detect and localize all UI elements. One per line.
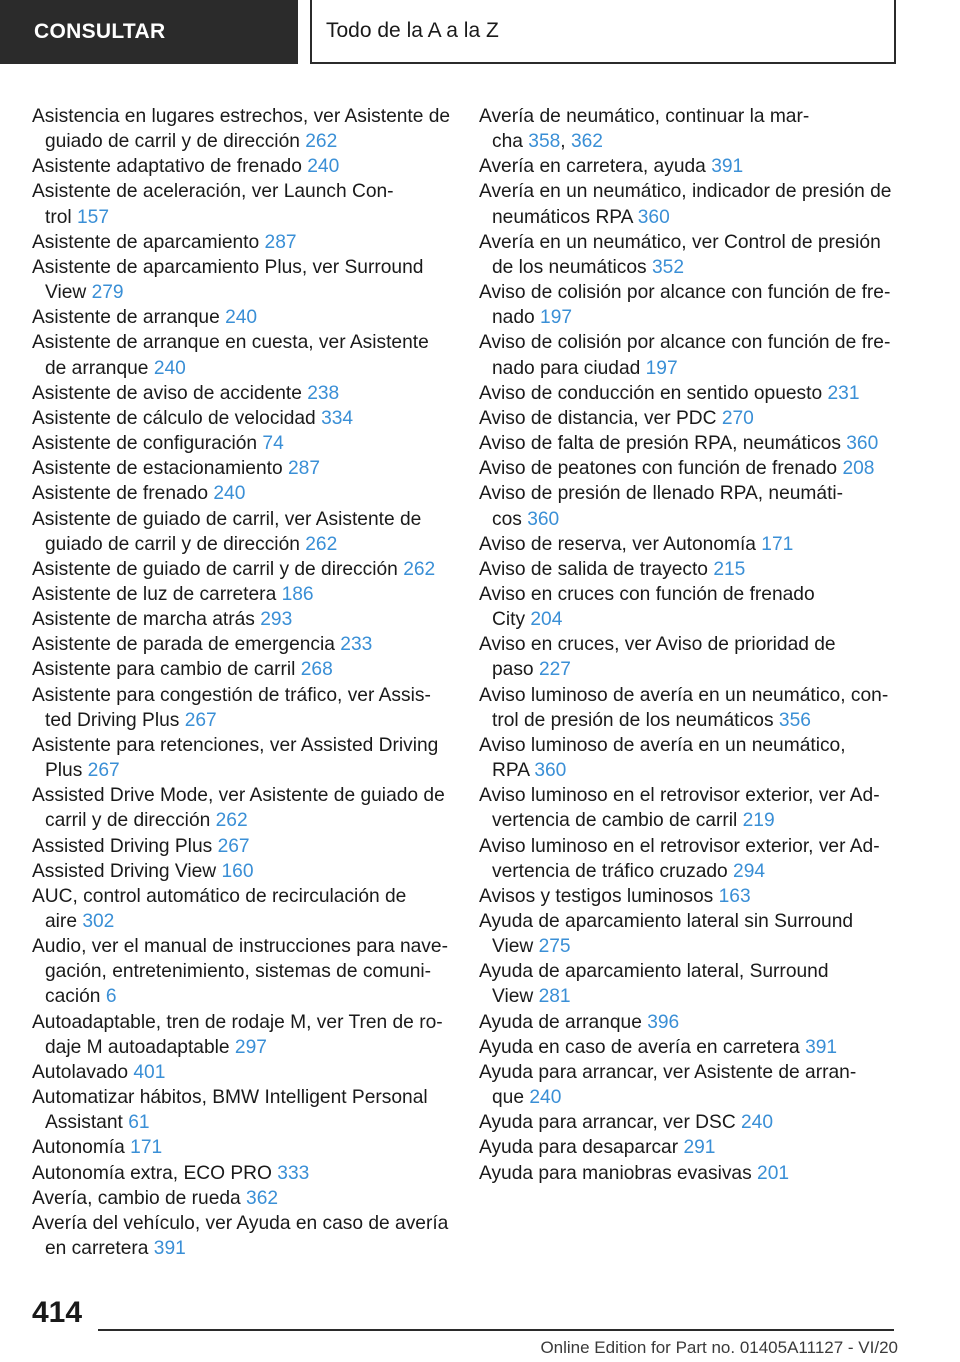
page-link[interactable]: 275 — [538, 936, 571, 958]
index-entry-continuation: neumáticos RPA — [492, 206, 633, 228]
index-entry-text: Asistente de aviso de accidente — [32, 382, 302, 404]
index-entry-continuation: cos — [492, 508, 522, 530]
page-link[interactable]: 396 — [647, 1011, 680, 1033]
index-entry-text: Asistente de arranque — [32, 307, 220, 329]
index-entry-text: Assisted Drive Mode, ver Asistente de guiado de — [32, 785, 445, 807]
index-entry-text: Audio, ver el manual de instrucciones para nave- — [32, 936, 448, 958]
index-entry-continuation: de arranque — [45, 357, 149, 379]
index-entry-continuation: gación, entretenimiento, sistemas de comuni- — [45, 961, 432, 983]
page-link[interactable]: 294 — [733, 860, 766, 882]
index-entry — [32, 1060, 452, 1085]
index-entry-text: Autonomía extra, ECO PRO — [32, 1162, 272, 1184]
page-link[interactable]: 160 — [221, 860, 254, 882]
index-entry-continuation: de los neumáticos — [492, 256, 647, 278]
index-entry-continuation: cación — [45, 986, 101, 1008]
index-entry — [32, 1135, 452, 1160]
index-entry-text: Asistente de guiado de carril y de dirección — [32, 558, 398, 580]
index-entry-text: Avería del vehículo, ver Ayuda en caso de avería — [32, 1212, 449, 1234]
index-entry-continuation: trol de presión de los neumáticos — [492, 709, 774, 731]
page-link[interactable]: 302 — [82, 911, 115, 932]
index-entry-text: Avería en carretera, ayuda — [479, 156, 706, 178]
page-link[interactable]: 240 — [529, 1087, 562, 1109]
index-entry — [32, 632, 452, 657]
index-entry — [32, 1010, 452, 1060]
index-entry-text: Asistente de marcha atrás — [32, 609, 255, 631]
index-entry — [479, 104, 899, 154]
page-link[interactable]: 360 — [846, 433, 879, 455]
index-entry — [479, 532, 899, 557]
index-entry — [479, 959, 899, 1009]
page-link[interactable]: 262 — [305, 533, 338, 555]
page-link[interactable]: 238 — [307, 382, 340, 404]
index-entry-text: Avería de neumático, continuar la mar- — [479, 106, 810, 127]
index-entry-text: Aviso de conducción en sentido opuesto — [479, 382, 823, 404]
index-entry-text: Autoadaptable, tren de rodaje M, ver Tren de ro- — [32, 1011, 443, 1033]
page-link[interactable]: 279 — [91, 282, 124, 304]
page-link[interactable]: 204 — [530, 609, 563, 631]
page-link[interactable]: 360 — [637, 206, 670, 228]
index-entry-text: Asistencia en lugares estrechos, ver Asistente de — [32, 106, 451, 127]
page-link[interactable]: 186 — [281, 583, 314, 605]
index-entry — [32, 507, 452, 557]
page-link[interactable]: 171 — [761, 533, 794, 555]
index-entry-text: Asistente de aparcamiento Plus, ver Surround — [32, 256, 424, 278]
page-link[interactable]: 360 — [534, 760, 567, 782]
page-link[interactable]: 6 — [105, 986, 117, 1008]
page-link[interactable]: 360 — [527, 508, 560, 530]
index-entry — [479, 280, 899, 330]
index-entry-continuation: guiado de carril y de dirección — [45, 533, 300, 555]
page-link[interactable]: 262 — [305, 131, 338, 153]
index-entry-text: Avería, cambio de rueda — [32, 1187, 241, 1209]
index-entry-continuation: en carretera — [45, 1238, 149, 1260]
page-link[interactable]: 391 — [805, 1036, 838, 1058]
section-tab[interactable]: CONSULTAR — [0, 0, 298, 64]
index-entry-text: Aviso de reserva, ver Autonomía — [479, 533, 756, 555]
index-entry-text: Aviso en cruces con función de frenado — [479, 583, 815, 605]
index-entry — [479, 1060, 899, 1110]
index-entry-continuation: cha — [492, 131, 523, 153]
index-entry-text: Aviso luminoso en el retrovisor exterior, ver Ad- — [479, 785, 880, 807]
index-entry-text: Aviso de salida de trayecto — [479, 558, 708, 580]
index-entry — [479, 481, 899, 531]
index-entry — [479, 683, 899, 733]
index-entry-text: Aviso luminoso de avería en un neumático, con- — [479, 684, 889, 706]
index-entry — [479, 406, 899, 431]
index-entry — [479, 909, 899, 959]
index-entry — [32, 834, 452, 859]
page-link[interactable]: 163 — [718, 885, 751, 907]
page-link[interactable]: 287 — [288, 458, 321, 480]
page-link[interactable]: 215 — [713, 558, 746, 580]
index-entry — [32, 884, 452, 934]
index-entry-continuation: paso — [492, 659, 534, 681]
index-entry-continuation: nado — [492, 307, 535, 329]
index-entry — [32, 179, 452, 229]
index-entry-text: Avisos y testigos luminosos — [479, 885, 714, 907]
page-link[interactable]: 197 — [645, 357, 678, 379]
page-link[interactable]: 391 — [711, 156, 744, 178]
page-link[interactable]: 267 — [217, 835, 250, 857]
index-entry-text: Asistente adaptativo de frenado — [32, 156, 302, 178]
index-entry-continuation: que — [492, 1087, 525, 1109]
index-entry-continuation: Assistant — [45, 1112, 123, 1134]
index-entry — [479, 1010, 899, 1035]
page-link[interactable]: 262 — [403, 558, 436, 580]
index-entry-text: Autolavado — [32, 1061, 129, 1083]
chapter-title: Todo de la A a la Z — [310, 0, 896, 64]
index-entry-text: Ayuda en caso de avería en carretera — [479, 1036, 800, 1058]
index-entry-text: Ayuda de aparcamiento lateral sin Surround — [479, 911, 854, 932]
page-link[interactable]: 74 — [262, 433, 284, 455]
index-entry — [479, 456, 899, 481]
index-entry — [32, 582, 452, 607]
index-entry-text: Asistente para cambio de carril — [32, 659, 296, 681]
index-entry — [32, 1186, 452, 1211]
index-entry-text: Ayuda para arrancar, ver DSC — [479, 1112, 736, 1134]
index-entry-text: Ayuda para desaparcar — [479, 1137, 679, 1159]
page-link[interactable]: 362 — [246, 1187, 279, 1209]
index-entry-text: Aviso de colisión por alcance con función de fre- — [479, 332, 891, 354]
index-entry-text: Aviso de presión de llenado RPA, neumáti- — [479, 483, 844, 505]
index-entry-text: Avería en un neumático, ver Control de presión — [479, 231, 881, 253]
index-entry-text: Asistente de cálculo de velocidad — [32, 407, 316, 429]
index-entry — [32, 230, 452, 255]
index-entry-text: Aviso luminoso de avería en un neumático, — [479, 734, 846, 756]
index-entry — [479, 632, 899, 682]
page-link[interactable]: 231 — [827, 382, 860, 404]
index-entry — [32, 1161, 452, 1186]
index-entry — [32, 104, 452, 154]
page-link[interactable]: 240 — [213, 483, 246, 505]
page-link[interactable]: 197 — [540, 307, 573, 329]
index-entry-text: Asistente de frenado — [32, 483, 209, 505]
index-entry-continuation: nado para ciudad — [492, 357, 641, 379]
page-link[interactable]: 171 — [130, 1137, 163, 1159]
index-entry-text: Asistente de aparcamiento — [32, 231, 260, 253]
page-link[interactable]: 227 — [538, 659, 571, 681]
index-entry-text: Aviso de distancia, ver PDC — [479, 407, 717, 429]
index-entry — [32, 733, 452, 783]
index-entry-continuation: aire — [45, 911, 77, 932]
index-entry-continuation: City — [492, 609, 526, 631]
page-link[interactable]: 401 — [133, 1061, 166, 1083]
index-entry-text: Ayuda para maniobras evasivas — [479, 1162, 752, 1184]
index-entry-text: Asistente de guiado de carril, ver Asistente de — [32, 508, 422, 530]
index-entry-text: Asistente de arranque en cuesta, ver Asistente — [32, 332, 429, 354]
index-entry — [32, 859, 452, 884]
index-entry-continuation: trol — [45, 206, 72, 228]
page-link[interactable]: 240 — [307, 156, 340, 178]
page-link[interactable]: 281 — [538, 986, 571, 1008]
page-link[interactable]: 287 — [264, 231, 297, 253]
index-entry-text: Asistente de estacionamiento — [32, 458, 283, 480]
index-entry-text: Ayuda para arrancar, ver Asistente de arran- — [479, 1061, 857, 1083]
index-entry — [32, 481, 452, 506]
index-entry — [32, 1211, 452, 1261]
index-entry-continuation: Plus — [45, 760, 83, 782]
index-entry — [479, 1035, 899, 1060]
page-link[interactable]: 61 — [128, 1112, 150, 1134]
index-entry — [479, 1161, 899, 1186]
page-link[interactable]: 358 — [528, 131, 561, 153]
index-entry — [479, 431, 899, 456]
page-link[interactable]: 240 — [741, 1112, 774, 1134]
index-entry-text: Aviso luminoso en el retrovisor exterior, ver Ad- — [479, 835, 880, 857]
index-entry-continuation: daje M autoadaptable — [45, 1036, 230, 1058]
index-entry — [32, 783, 452, 833]
index-entry-text: Asistente de luz de carretera — [32, 583, 277, 605]
index-entry — [479, 557, 899, 582]
index-entry-continuation: guiado de carril y de dirección — [45, 131, 300, 153]
index-entry — [32, 456, 452, 481]
index-entry-continuation: RPA — [492, 760, 529, 782]
index-entry — [479, 154, 899, 179]
index-entry — [32, 381, 452, 406]
index-entry-continuation: carril y de dirección — [45, 810, 211, 832]
page-link[interactable]: 267 — [87, 760, 120, 782]
index-entry — [32, 934, 452, 1009]
page-link[interactable]: 270 — [721, 407, 754, 429]
index-entry — [32, 305, 452, 330]
index-entry — [32, 607, 452, 632]
page-link[interactable]: 391 — [153, 1238, 186, 1260]
page-link[interactable]: 333 — [277, 1162, 310, 1184]
index-entry-text: Ayuda de aparcamiento lateral, Surround — [479, 961, 829, 983]
page-link[interactable]: 233 — [340, 634, 373, 656]
index-entry-text: Assisted Driving View — [32, 860, 217, 882]
index-entry — [32, 406, 452, 431]
index-entry-continuation: View — [492, 936, 534, 958]
index-entry — [479, 834, 899, 884]
page-link[interactable]: 267 — [184, 709, 217, 731]
page-link[interactable]: 219 — [742, 810, 775, 832]
index-entry-text: Aviso en cruces, ver Aviso de prioridad de — [479, 634, 836, 656]
index-entry — [32, 330, 452, 380]
index-entry — [479, 1110, 899, 1135]
index-entry-text: AUC, control automático de recirculación de — [32, 885, 407, 907]
index-entry — [479, 733, 899, 783]
index-entry — [479, 582, 899, 632]
index-entry-continuation: View — [492, 986, 534, 1008]
page-link[interactable]: 157 — [77, 206, 110, 228]
footer-edition: Online Edition for Part no. 01405A11127 - VI/20 — [540, 1338, 898, 1357]
index-entry-text: Ayuda de arranque — [479, 1011, 642, 1033]
page-header — [0, 0, 960, 66]
page-separator: , — [560, 131, 571, 153]
index-entry-text: Aviso de colisión por alcance con función de fre- — [479, 282, 891, 304]
page-link[interactable]: 268 — [300, 659, 333, 681]
index-entry — [32, 557, 452, 582]
index-entry — [479, 230, 899, 280]
page-link[interactable]: 293 — [260, 609, 293, 631]
index-entry-text: Aviso de falta de presión RPA, neumáticos — [479, 433, 841, 455]
index-entry — [479, 330, 899, 380]
page-number: 414 — [32, 1296, 83, 1329]
index-entry-continuation: vertencia de tráfico cruzado — [492, 860, 728, 882]
index-entry — [32, 255, 452, 305]
index-entry — [479, 179, 899, 229]
index-entry — [32, 431, 452, 456]
index-entry — [32, 154, 452, 179]
page-link[interactable]: 352 — [652, 256, 685, 278]
index-entry-text: Automatizar hábitos, BMW Intelligent Personal — [32, 1087, 428, 1109]
index-entry — [479, 783, 899, 833]
index-entry — [479, 381, 899, 406]
page-link[interactable]: 262 — [215, 810, 248, 832]
index-entry-text: Asistente de aceleración, ver Launch Con- — [32, 181, 394, 203]
index-entry-continuation: View — [45, 282, 87, 304]
index-entry — [32, 657, 452, 682]
index-entry-continuation: vertencia de cambio de carril — [492, 810, 738, 832]
index-entry-text: Avería en un neumático, indicador de presión de — [479, 181, 892, 203]
index-entry — [479, 1135, 899, 1160]
page-link[interactable]: 208 — [842, 458, 875, 480]
page-link[interactable]: 334 — [321, 407, 354, 429]
page-link[interactable]: 240 — [225, 307, 258, 329]
index-column-left — [32, 104, 452, 1261]
index-entry-text: Asistente de parada de emergencia — [32, 634, 335, 656]
page-link[interactable]: 362 — [570, 131, 603, 153]
index-entry-text: Asistente para congestión de tráfico, ver Assis- — [32, 684, 431, 706]
index-entry — [479, 884, 899, 909]
footer-divider — [98, 1329, 894, 1331]
page-link[interactable]: 201 — [757, 1162, 790, 1184]
page-link[interactable]: 297 — [234, 1036, 267, 1058]
index-entry — [32, 1085, 452, 1135]
index-entry-text: Asistente de configuración — [32, 433, 258, 455]
index-entry-text: Assisted Driving Plus — [32, 835, 213, 857]
index-entry-continuation: ted Driving Plus — [45, 709, 180, 731]
page-link[interactable]: 291 — [683, 1137, 716, 1159]
index-entry-text: Autonomía — [32, 1137, 125, 1159]
index-column-right — [479, 104, 899, 1186]
index-entry — [32, 683, 452, 733]
index-entry-text: Aviso de peatones con función de frenado — [479, 458, 838, 480]
page-link[interactable]: 356 — [778, 709, 811, 731]
page-link[interactable]: 240 — [153, 357, 186, 379]
index-entry-text: Asistente para retenciones, ver Assisted Driving — [32, 734, 439, 756]
